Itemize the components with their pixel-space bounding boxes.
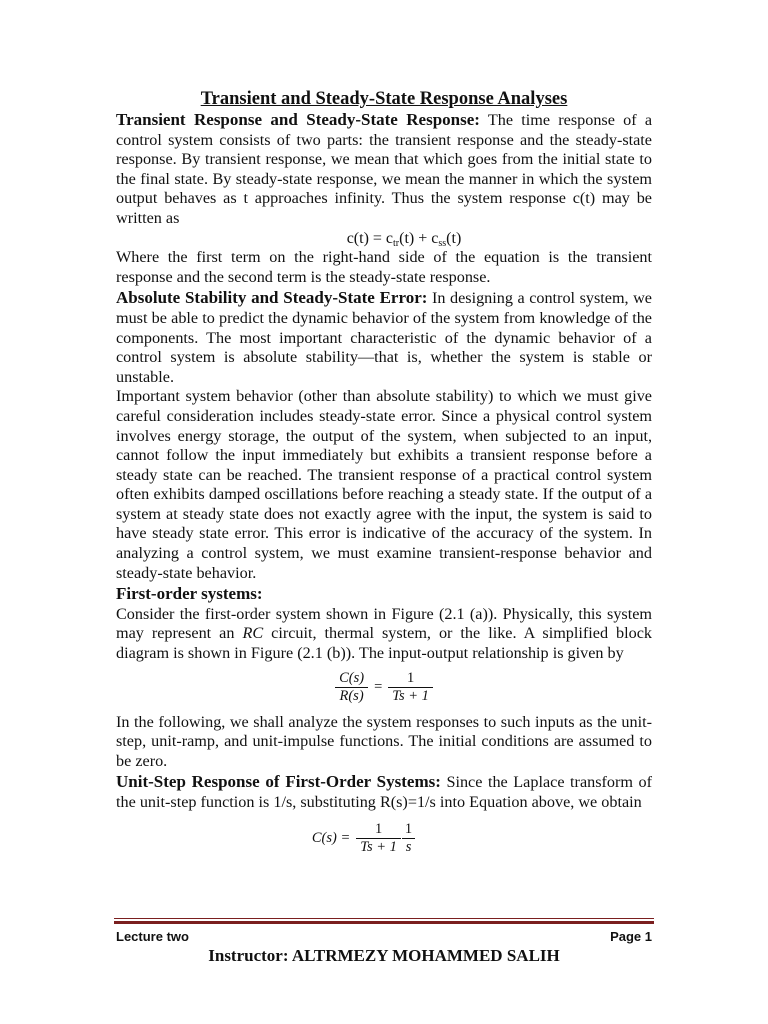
paragraph-equation-explanation: Where the first term on the right-hand side of the equation is the transient response and the second term is the steady-state response. — [116, 248, 652, 286]
paragraph-text: Consider the first-order system shown in Figure (2.1 (a)). Physically, this system may represent an — [116, 604, 652, 643]
paragraph-text: In designing a control system, we must be able to predict the dynamic behavior of the system from knowledge of the components. The most important characteristic of the dynamic behavior of a control system is absolute stability—that is, whether the system is stable or unstable. — [116, 289, 652, 386]
footer-instructor: Instructor: ALTRMEZY MOHAMMED SALIH — [208, 946, 560, 965]
paragraph-transient-response — [116, 110, 652, 229]
rc-term: RC — [242, 624, 264, 643]
section-heading: First-order systems: — [116, 584, 263, 604]
paragraph-first-order-systems — [116, 605, 652, 664]
section-heading: Absolute Stability and Steady-State Error: — [116, 288, 428, 308]
section-heading: Unit-Step Response of First-Order Systems: — [116, 772, 441, 792]
paragraph-text: circuit, thermal system, or the like. A simplified block diagram is shown in Figure (2.1 (b)). The input-output relationship is given by — [116, 624, 653, 663]
eq-subscript: ss — [438, 237, 447, 249]
equation-unit-step — [116, 813, 652, 864]
footer-rule — [114, 918, 654, 924]
page-title: Transient and Steady-State Response Analyses — [200, 89, 568, 109]
numerator: 1 — [374, 820, 383, 837]
fraction-second — [401, 821, 416, 856]
equation-transfer-function — [116, 664, 652, 713]
denominator: s — [402, 838, 416, 856]
denominator: R(s) — [335, 687, 367, 705]
paragraph-text: Since the Laplace transform of the unit-step function is 1/s, substituting R(s)=1/s into Equation above, we obtain — [116, 773, 653, 811]
footer — [116, 929, 652, 944]
numerator: C(s) — [339, 669, 365, 686]
eq-part: (t) + c — [399, 229, 439, 247]
paragraph-absolute-stability — [116, 288, 652, 387]
footer-lecture-label: Lecture two — [116, 929, 189, 944]
fraction-lhs — [335, 670, 368, 705]
numerator: 1 — [404, 820, 413, 837]
equation-response — [116, 229, 652, 249]
document-body — [116, 88, 652, 864]
paragraph-first-order-heading — [116, 584, 652, 605]
fraction-rhs — [388, 670, 433, 705]
paragraph-text: The time response of a control system consists of two parts: the transient response and the steady-state response. By transient response, we mean that which goes from the initial state to the final state. By steady-state response, we mean the manner in which the system output behaves as t approaches infinity. Thus the system response c(t) may be written as — [116, 111, 653, 227]
paragraph-steady-state-error: Important system behavior (other than absolute stability) to which we must give careful consideration includes steady-state error. Since a physical control system involves energy storage, the output of the system, when subjected to an input, cannot follow the input immediately but exhibits a transient response before a steady state can be reached. The transient response of a practical control system often exhibits damped oscillations before reaching a steady state. If the output of a system at steady state does not exactly agree with the input, the system is said to have steady state error. This error is indicative of the accuracy of the system. In analyzing a control system, we must examine transient-response behavior and steady-state behavior. — [116, 387, 652, 582]
eq-part: (t) — [446, 229, 462, 247]
footer-rule-thick — [114, 921, 654, 924]
equals-sign: = — [374, 678, 383, 695]
denominator: Ts + 1 — [388, 687, 433, 705]
eq-subscript: tr — [393, 237, 400, 249]
eq-part: c(t) = c — [346, 229, 394, 247]
footer-rule-thin — [114, 918, 654, 919]
fraction-first — [356, 821, 401, 856]
denominator: Ts + 1 — [356, 838, 401, 856]
paragraph-input-analysis: In the following, we shall analyze the system responses to such inputs as the unit-step, unit-ramp, and unit-impulse functions. The initial conditions are assumed to be zero. — [116, 712, 652, 770]
footer-page-number: Page 1 — [610, 929, 652, 944]
section-heading: Transient Response and Steady-State Response: — [116, 110, 480, 129]
eq-lhs: C(s) = — [311, 829, 351, 846]
paragraph-unit-step — [116, 772, 652, 812]
numerator: 1 — [406, 669, 415, 686]
